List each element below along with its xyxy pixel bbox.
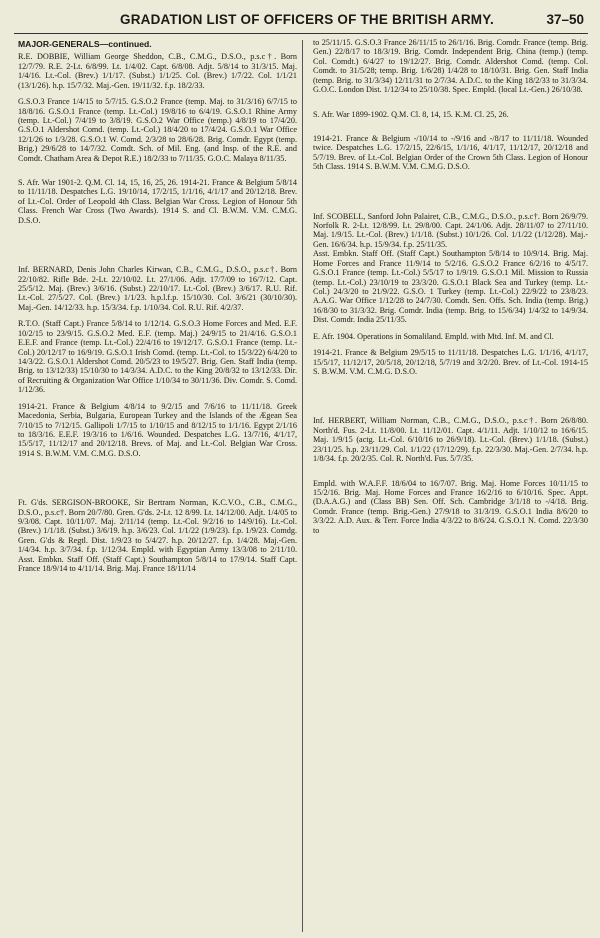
right-column — [313, 38, 588, 535]
left-column — [18, 38, 297, 574]
page-title: GRADATION LIST OF OFFICERS OF THE BRITISH ARMY. — [120, 12, 494, 27]
entry-dobbie-career: R.E. DOBBIE, William George Sheddon, C.B., C.M.G., D.S.O., p.s.c†. Born 12/7/79. R.E. 2-Lt. 6/8/99. Lt. 1/4/02. Capt. 6/8/08. Adjt. 5/8/14 to 31/3/15. Maj. 1/4/16. Lt.-Col. (Brev.) 1/1/17. (Subst.) 1/1/25. Col. (Brev.) 1/7/22. Col. 1/1/21 (13/1/26). h.p. 15/7/32. Maj.-Gen. 19/11/32. f.p. 18/2/33. — [18, 52, 297, 90]
page-header — [0, 12, 600, 34]
entry-sergison-brooke-staff: to 25/11/15. G.S.O.3 France 26/11/15 to 26/1/16. Brig. Comdr. France (temp. Brig. Gen.) 22/8/17 to 18/3/19. Brig. Comdr. Independent Brig. China (temp.) (temp. Col. Comdt.) 6/4/27 to 19/12/27. Brig. Comdr. Aldershot Comd. (temp. Col. Comdt. to 31/5/28; temp. Brig. 1/6/28) 1/4/28 to 18/10/31. Brig. Gen. Staff India (temp. Brig. to 31/3/34) 12/11/31 to 2/7/34. A.D.C. to the King 18/2/33 to 31/3/34. G.O.C. London Dist. 1/12/34 to 25/10/38. Spec. Empld. (local Lt.-Gen.) 26/10/38. — [313, 38, 588, 95]
column-divider — [302, 40, 303, 932]
entry-sergison-brooke-saf: S. Afr. War 1899-1902. Q.M. Cl. 8, 14, 15. K.M. Cl. 25, 26. — [313, 109, 509, 119]
entry-dobbie-war-service: S. Afr. War 1901-2. Q.M. Cl. 14, 15, 16, 25, 26. 1914-21. France & Belgium 5/8/14 to 11/11/18. Despatches L.G. 19/10/14, 17/2/15, 1/1/16, 4/1/17 and 20/12/18. Brev. of Lt.-Col. Order of Leopold 4th Class. Belgian War Cross. Legion of Honour 5th Class. French War Cross (Two Awards). 1914 S. and Cl. B.W.M. V.M. C.M.G. D.S.O. — [18, 178, 297, 225]
entry-herbert-career: Inf. HERBERT, William Norman, C.B., C.M.G., D.S.O., p.s.c†. Born 26/8/80. North'd. Fus. 2-Lt. 11/8/00. Lt. 11/12/01. Capt. 4/1/11. Adjt. 1/10/12 to 16/6/15. Maj. 1/9/15 (actg. Lt.-Col. 6/10/16 to 26/9/18). Lt.-Col. (Brev.) 1/1/18. (Subst.) 23/11/25. h.p. 23/11/29. Col. 1/1/22 (17/12/29). f.p. 22/3/30. Maj.-Gen. 2/7/34. h.p. 1/8/34. f.p. 20/2/35. Col. R. North'd. Fus. 5/7/35. — [313, 416, 588, 464]
section-heading: MAJOR-GENERALS—continued. — [18, 39, 152, 49]
entry-bernard-staff: R.T.O. (Staff Capt.) France 5/8/14 to 1/12/14. G.S.O.3 Home Forces and Med. E.F. 10/2/15 to 23/9/15. G.S.O.2 Med. E.F. (temp. Maj.) 24/9/15 to 21/4/16. G.S.O.1 E.E.F. and France (temp. Lt.-Col.) 22/4/16 to 19/12/17. G.S.O.1 France (temp. Lt.-Col.) 20/12/17 to 16/9/19. G.S.O.1 Irish Comd. (temp. Lt.-Col. to 15/3/22) 6/4/20 to 14/3/22. G.S.O.1 Aldershot Comd. 20/5/23 to 19/5/27. Brig. Gen. Staff India (temp. Brig. to 13/12/33) 15/10/30 to 14/3/34. A.D.C. to the King 20/8/32 to 13/12/33. Dir. of Recruiting & Organization War Office 1/10/34 to 30/11/36. Div. Comdr. S. Comd. 1/12/36. — [18, 319, 297, 395]
entry-dobbie-staff: G.S.O.3 France 1/4/15 to 5/7/15. G.S.O.2 France (temp. Maj. to 31/3/16) 6/7/15 to 18/8/16. G.S.O.1 France (temp. Lt.-Col.) 19/8/16 to 6/4/19. G.S.O.1 Rhine Army (temp. Lt.-Col.) 7/4/19 to 3/8/19. G.S.O.2 War Office (temp.) 4/8/19 to 17/4/20. G.S.O.1 Aldershot Comd. (temp. Lt.-Col.) 18/4/20 to 17/4/24. G.S.O.1 War Office 12/1/26 to 1/3/28. G.S.O.1 W. Comd. 2/3/28 to 28/6/28. Brig. Comdr. Egypt (temp. Brig.) 29/6/28 to 14/7/32. Comdt. Sch. of Mil. Eng. (and Insp. of the R.E. and Comdt. Chatham Area & Depot R.E.) 18/2/33 to 7/11/35. G.O.C. Malaya 8/11/35. — [18, 97, 297, 163]
page-number: 37–50 — [546, 12, 584, 27]
entry-bernard-war-service: 1914-21. France & Belgium 4/8/14 to 9/2/15 and 7/6/16 to 11/11/18. Greek Macedonia, Serbia, Bulgaria, European Turkey and the Islands of the Ægean Sea 7/10/15 to 7/12/15. Gallipoli 1/7/15 to 1/10/15 and 8/12/15 to 1/1/16. Egypt 2/1/16 to 18/3/16. E.E.F. 19/3/16 to 1/6/16. Wounded. Despatches L.G. 13/7/16, 4/1/17, 15/5/17, 11/12/17 and 20/12/18. Brevs. of Maj. and Lt.-Col. Belgian War Cross. 1914 S. B.W.M. V.M. C.M.G. D.S.O. — [18, 401, 297, 458]
header-rule — [14, 33, 588, 34]
entry-scobell-staff: Asst. Embkn. Staff Off. (Staff Capt.) Southampton 5/8/14 to 10/9/14. Brig. Maj. Home Forces and France 11/9/14 to 5/2/16. G.S.O.2 France 6/2/16 to 4/5/17. G.S.O.1 France (temp. Lt.-Col.) 5/5/17 to 1/9/19. G.S.O.1 Mil. Mission to Russia (temp. Lt.-Col.) 23/10/19 to 23/3/20. G.S.O.1 Black Sea and Turkey (temp. Lt.-Col.) 24/3/20 to 21/9/22. G.S.O. 1 Turkey (temp. Lt.-Col.) 22/9/22 to 23/8/23. A.A.G. War Office 1/12/28 to 24/7/30. Comdt. Sen. Offs. Sch. India (temp. Brig.) 16/8/30 to 31/3/32. Brig. Comdr. India (temp. Brig. to 15/6/34) 1/4/32 to 14/9/34. Dist. Comdr. India 25/11/35. — [313, 249, 588, 325]
entry-sergison-brooke-war-service: 1914-21. France & Belgium -/10/14 to -/9/16 and -/8/17 to 11/11/18. Wounded twice. Despatches L.G. 17/2/15, 22/6/15, 1/1/16, 4/1/17, 11/12/17, 20/12/18 and 5/7/19. Brev. of Lt.-Col. Belgian Order of the Crown 5th Class. Legion of Honour 5th Class. 1914 S. B.W.M. V.M. C.M.G. D.S.O. — [313, 133, 588, 172]
entry-bernard-career: Inf. BERNARD, Denis John Charles Kirwan, C.B., C.M.G., D.S.O., p.s.c†. Born 22/10/82. Rifle Bde. 2-Lt. 22/10/02. Lt. 27/1/06. Adjt. 17/7/09 to 16/7/12. Capt. 25/5/12. Maj. (Brev.) 3/6/16. (Subst.) 22/10/17. Lt.-Col. (Brev.) 3/6/17. R.U. Rif. Lt.-Col. 27/5/27. Col. (Brev.) 1/1/23. h.p.l.f.p. 15/10/30. Col. 3/6/21 (30/10/30). Maj.-Gen. 14/12/33. h.p. 15/3/34. f.p. 1/10/34. Col. R.U. Rif. 4/2/37. — [18, 265, 297, 312]
entry-scobell-career: Inf. SCOBELL, Sanford John Palairet, C.B., C.M.G., D.S.O., p.s.c†. Born 26/9/79. Norfolk R. 2-Lt. 12/8/99. Lt. 29/8/00. Capt. 24/1/06. Adjt. 28/11/07 to 27/11/10. Maj. 1/9/15. Lt.-Col. (Brev.) 1/1/18. (Subst.) 10/1/26. Col. 1/1/22 (1/12/28). Maj.-Gen. 16/6/34. h.p. 15/9/34. f.p. 25/11/35. — [313, 211, 588, 249]
entry-herbert-staff: Empld. with W.A.F.F. 18/6/04 to 16/7/07. Brig. Maj. Home Forces 10/11/15 to 15/2/16. Brig. Maj. Home Forces and France 16/2/16 to 6/10/16. Spec. Appt. (D.A.A.G.) and (Class BB) Sen. Off. Sch. Cambridge 3/1/18 to -/4/18. Brig. Comdr. France (temp. Brig.-Gen.) 27/9/18 to 31/3/19. G.S.O.1 India 8/6/20 to 3/3/22. A.D. Aux. & Terr. Force India 4/3/22 to 8/6/24. G.S.O.1 N. Comd. 22/3/30 to — [313, 478, 588, 535]
entry-scobell-war-service: 1914-21. France & Belgium 29/5/15 to 11/11/18. Despatches L.G. 1/1/16, 4/1/17, 15/5/17, 11/12/17, 20/5/18, 20/12/18, 5/7/19 and 3/2/20. Brev. of Lt.-Col. 1914-15 S. B.W.M. V.M. C.M.G. D.S.O. — [313, 348, 588, 376]
entry-sergison-brooke-career: Ft. G'ds. SERGISON-BROOKE, Sir Bertram Norman, K.C.V.O., C.B., C.M.G., D.S.O., p.s.c†. Born 20/7/80. Gren. G'ds. 2-Lt. 12 8/99. Lt. 14/12/00. Adjt. 1/4/05 to 9/3/08. Capt. 10/11/07. Maj. 2/11/14 (temp. Lt.-Col. 9/2/16 to 14/9/16). Lt.-Col. (Brev.) 1/1/18. (Subst.) 3/6/19. h.p. 3/6/23. Col. 1/1/22 (1/9/23). f.p. 1/9/23. Comdg. Gren. G'ds & Regtl. Dist. 1/9/23 to 5/4/27. h.p. 20/12/27. f.p. 1/4/28. Maj.-Gen. 1/4/34. h.p. 3/7/34. f.p. 1/12/34. Empld. with Egyptian Army 13/3/08 to 2/11/10. Asst. Embkn. Staff Off. (Staff Capt.) Southampton 5/8/14 to 17/9/14. Staff Capt. France 18/9/14 to 4/11/14. Brig. Maj. France 18/11/14 — [18, 498, 297, 574]
entry-scobell-east-africa: E. Afr. 1904. Operations in Somaliland. Empld. with Mtd. Inf. M. and Cl. — [313, 331, 554, 341]
